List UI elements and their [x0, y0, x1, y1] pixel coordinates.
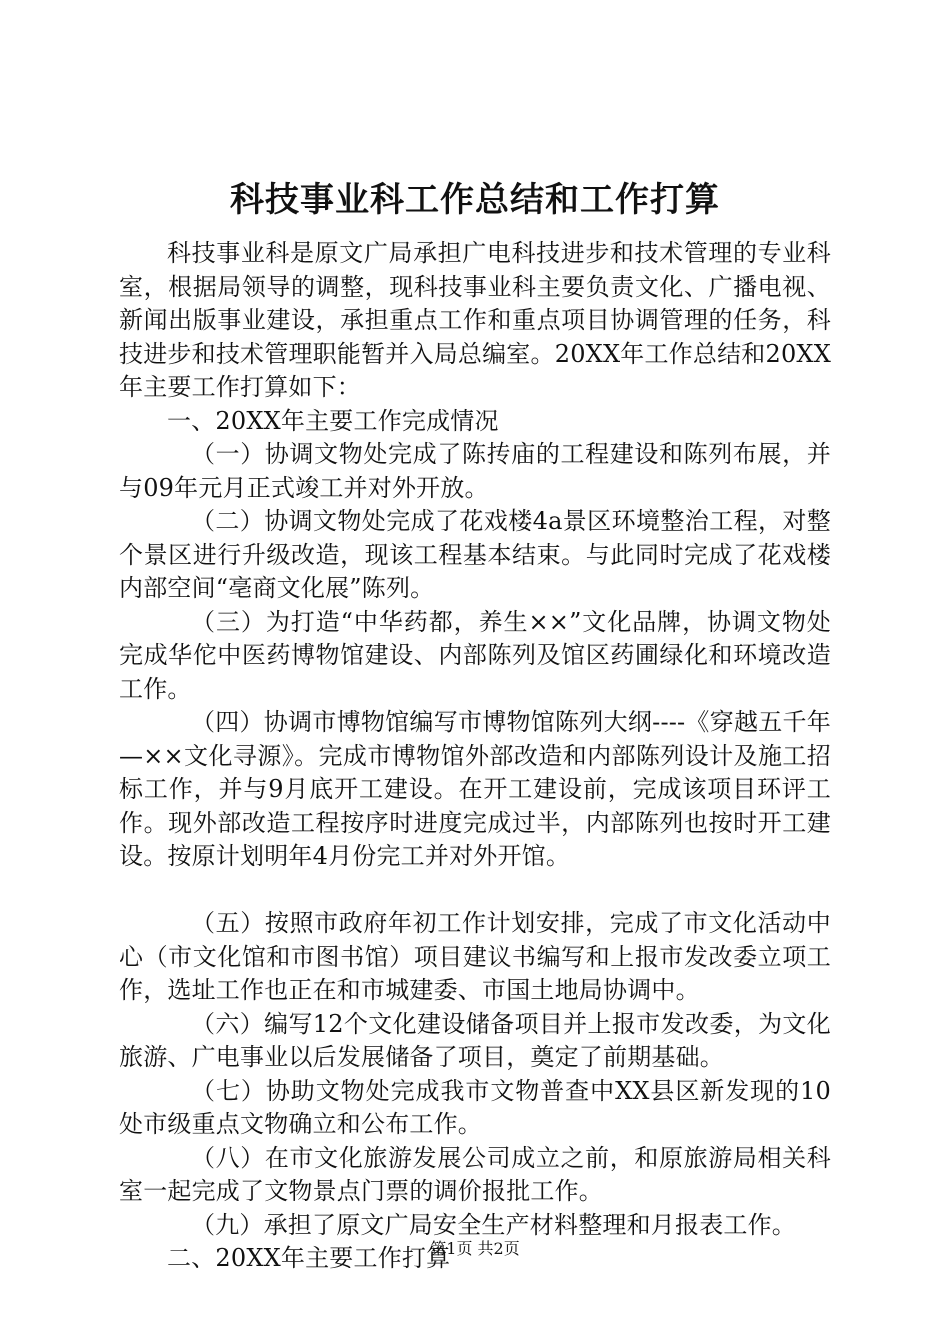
list-item-1: （一）协调文物处完成了陈抟庙的工程建设和陈列布展，并与09年元月正式竣工并对外开放。	[119, 440, 831, 502]
list-item-7: （七）协助文物处完成我市文物普查中XX县区新发现的10处市级重点文物确立和公布工作。	[119, 1076, 831, 1138]
list-item-5: （五）按照市政府年初工作计划安排，完成了市文化活动中心（市文化馆和市图书馆）项目建议书编写和上报市发改委立项工作，选址工作也正在和市城建委、市国土地局协调中。	[119, 909, 831, 1004]
section-heading-1: 一、20XX年主要工作完成情况	[167, 406, 499, 435]
intro-paragraph: 科技事业科是原文广局承担广电科技进步和技术管理的专业科室，根据局领导的调整，现科技事业科主要负责文化、广播电视、新闻出版事业建设，承担重点工作和重点项目协调管理的任务，科技进步和技术管理职能暂并入局总编室。20XX年工作总结和20XX年主要工作打算如下：	[119, 239, 831, 401]
list-item-9: （九）承担了原文广局安全生产材料整理和月报表工作。	[191, 1210, 796, 1239]
document-title: 科技事业科工作总结和工作打算	[230, 180, 720, 220]
list-item-3: （三）为打造“中华药都，养生××”文化品牌，协调文物处完成华佗中医药博物馆建设、内部陈列及馆区药圃绿化和环境改造工作。	[119, 607, 831, 703]
document-body	[119, 237, 831, 1276]
page-footer: 第1页 共2页	[430, 1239, 520, 1258]
section-heading-2: 二、20XX年主要工作打算	[167, 1244, 451, 1272]
list-item-2: （二）协调文物处完成了花戏楼4a景区环境整治工程，对整个景区进行升级改造，现该工程基本结束。与此同时完成了花戏楼内部空间“亳商文化展”陈列。	[119, 507, 831, 602]
list-item-8: （八）在市文化旅游发展公司成立之前，和原旅游局相关科室一起完成了文物景点门票的调价报批工作。	[119, 1143, 831, 1205]
list-item-4: （四）协调市博物馆编写市博物馆陈列大纲----《穿越五千年—××文化寻源》。完成市博物馆外部改造和内部陈列设计及施工招标工作，并与9月底开工建设。在开工建设前，完成该项目环评工作。现外部改造工程按序时进度完成过半，内部陈列也按时开工建设。按原计划明年4月份完工并对外开馆。	[119, 708, 831, 870]
list-item-6: （六）编写12个文化建设储备项目并上报市发改委，为文化旅游、广电事业以后发展储备了项目，奠定了前期基础。	[119, 1009, 831, 1071]
